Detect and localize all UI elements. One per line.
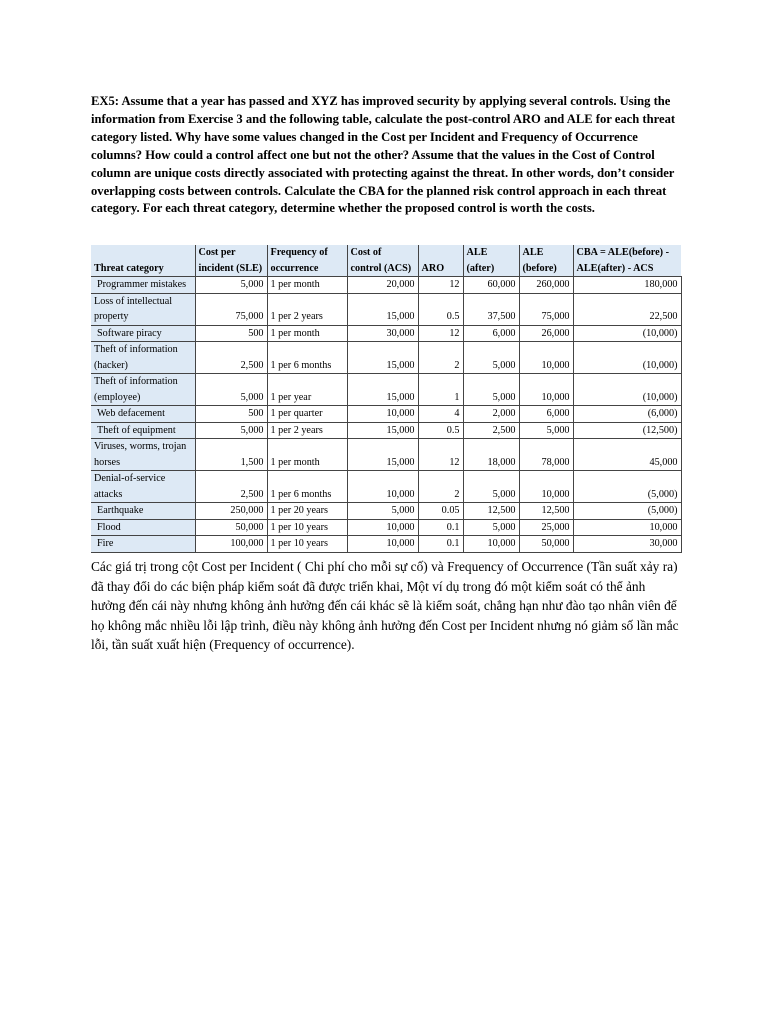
cell-threat-category: Earthquake [91,503,195,520]
cell-ale-before: 50,000 [519,536,573,553]
header-threat-category: Threat category [91,245,195,277]
cell-ale-before: 260,000 [519,277,573,294]
cell-aro: 12 [418,439,463,471]
table-row [91,471,681,503]
threat-table [91,245,682,553]
cell-acs: 15,000 [347,374,418,406]
cell-frequency: 1 per 10 years [267,536,347,553]
table-header [91,245,681,277]
cell-frequency: 1 per 20 years [267,503,347,520]
header-aro: ARO [418,245,463,277]
cell-cba: 22,500 [573,293,681,325]
cell-ale-before: 10,000 [519,471,573,503]
cell-threat-category: Theft of information (employee) [91,374,195,406]
cell-acs: 15,000 [347,342,418,374]
cell-threat-category: Programmer mistakes [91,277,195,294]
cell-sle: 100,000 [195,536,267,553]
cell-acs: 15,000 [347,422,418,439]
cell-aro: 0.5 [418,422,463,439]
table-body [91,277,681,553]
cell-ale-before: 25,000 [519,519,573,536]
cell-ale-after: 6,000 [463,325,519,342]
cell-ale-after: 5,000 [463,519,519,536]
cell-threat-category: Theft of equipment [91,422,195,439]
cell-sle: 5,000 [195,277,267,294]
cell-sle: 2,500 [195,471,267,503]
cell-cba: 45,000 [573,439,681,471]
cell-threat-category: Viruses, worms, trojan horses [91,439,195,471]
table-row [91,439,681,471]
answer-paragraph: Các giá trị trong cột Cost per Incident ( Chi phí cho mỗi sự cố) và Frequency of Occurrence (Tần suất xảy ra) đã thay đổi do các biện pháp kiểm soát đã được triển khai, Một ví dụ trong đó một kiểm soát có thể ảnh hưởng đến cái này nhưng không ảnh hưởng đến cái khác sẽ là kiểm soát, chẳng hạn như đào tạo nhân viên để họ không mắc nhiều lỗi lập trình, điều này không ảnh hưởng đến Cost per Incident nhưng nó giảm số lần mắc lỗi, tần suất xuất hiện (Frequency of occurrence). [91,559,679,652]
cell-aro: 1 [418,374,463,406]
exercise-prompt: EX5: Assume that a year has passed and XYZ has improved security by applying several controls. Using the information from Exercise 3 and the following table, calculate the post-control ARO and ALE for each threat category listed. Why have some values changed in the Cost per Incident and Frequency of Occurrence columns? How could a control affect one but not the other? Assume that the values in the Cost of Control column are unique costs directly associated with protecting against the threat. In other words, don’t consider overlapping costs between controls. Calculate the CBA for the planned risk control approach in each threat category. For each threat category, determine whether the proposed control is worth the costs. [91,94,676,216]
cell-sle: 5,000 [195,374,267,406]
cell-ale-after: 10,000 [463,536,519,553]
table-row [91,342,681,374]
cell-threat-category: Loss of intellectual property [91,293,195,325]
cell-ale-before: 75,000 [519,293,573,325]
threat-table-container [91,245,681,553]
cell-aro: 2 [418,471,463,503]
cell-threat-category: Flood [91,519,195,536]
cell-ale-before: 12,500 [519,503,573,520]
cell-ale-after: 37,500 [463,293,519,325]
header-cost-per-incident: Cost per incident (SLE) [195,245,267,277]
cell-frequency: 1 per 6 months [267,471,347,503]
cell-frequency: 1 per 10 years [267,519,347,536]
header-frequency: Frequency of occurrence [267,245,347,277]
table-row [91,374,681,406]
cell-aro: 0.1 [418,536,463,553]
table-row [91,293,681,325]
cell-acs: 10,000 [347,471,418,503]
header-cba: CBA = ALE(before) - ALE(after) - ACS [573,245,681,277]
cell-cba: 10,000 [573,519,681,536]
cell-cba: (5,000) [573,471,681,503]
cell-frequency: 1 per quarter [267,406,347,423]
cell-cba: (6,000) [573,406,681,423]
cell-frequency: 1 per month [267,277,347,294]
cell-acs: 10,000 [347,519,418,536]
cell-aro: 0.1 [418,519,463,536]
cell-cba: (10,000) [573,374,681,406]
cell-frequency: 1 per month [267,439,347,471]
cell-sle: 250,000 [195,503,267,520]
cell-ale-after: 5,000 [463,342,519,374]
cell-threat-category: Denial-of-service attacks [91,471,195,503]
cell-ale-after: 5,000 [463,374,519,406]
cell-frequency: 1 per 6 months [267,342,347,374]
cell-ale-after: 12,500 [463,503,519,520]
cell-ale-before: 26,000 [519,325,573,342]
cell-sle: 50,000 [195,519,267,536]
table-row [91,422,681,439]
cell-ale-after: 5,000 [463,471,519,503]
table-row [91,406,681,423]
cell-cba: (10,000) [573,342,681,374]
cell-ale-before: 5,000 [519,422,573,439]
cell-ale-before: 6,000 [519,406,573,423]
cell-acs: 30,000 [347,325,418,342]
cell-threat-category: Fire [91,536,195,553]
cell-cba: 30,000 [573,536,681,553]
table-row [91,503,681,520]
table-row [91,536,681,553]
cell-aro: 12 [418,325,463,342]
header-ale-before: ALE (before) [519,245,573,277]
cell-ale-before: 10,000 [519,342,573,374]
cell-frequency: 1 per year [267,374,347,406]
cell-ale-after: 2,000 [463,406,519,423]
cell-aro: 0.05 [418,503,463,520]
cell-acs: 10,000 [347,536,418,553]
cell-cba: (5,000) [573,503,681,520]
cell-acs: 15,000 [347,439,418,471]
cell-cba: (10,000) [573,325,681,342]
header-row [91,245,681,277]
cell-ale-after: 2,500 [463,422,519,439]
table-row [91,325,681,342]
cell-aro: 4 [418,406,463,423]
cell-frequency: 1 per 2 years [267,293,347,325]
header-ale-after: ALE (after) [463,245,519,277]
cell-ale-before: 78,000 [519,439,573,471]
cell-sle: 75,000 [195,293,267,325]
cell-aro: 12 [418,277,463,294]
cell-sle: 500 [195,406,267,423]
cell-acs: 20,000 [347,277,418,294]
cell-ale-before: 10,000 [519,374,573,406]
cell-ale-after: 18,000 [463,439,519,471]
cell-acs: 15,000 [347,293,418,325]
cell-aro: 2 [418,342,463,374]
cell-sle: 1,500 [195,439,267,471]
header-cost-of-control: Cost of control (ACS) [347,245,418,277]
cell-sle: 500 [195,325,267,342]
cell-ale-after: 60,000 [463,277,519,294]
cell-threat-category: Web defacement [91,406,195,423]
cell-threat-category: Software piracy [91,325,195,342]
cell-acs: 5,000 [347,503,418,520]
cell-cba: (12,500) [573,422,681,439]
cell-aro: 0.5 [418,293,463,325]
table-row [91,277,681,294]
cell-frequency: 1 per 2 years [267,422,347,439]
cell-frequency: 1 per month [267,325,347,342]
cell-cba: 180,000 [573,277,681,294]
cell-sle: 5,000 [195,422,267,439]
cell-threat-category: Theft of information (hacker) [91,342,195,374]
cell-acs: 10,000 [347,406,418,423]
table-row [91,519,681,536]
cell-sle: 2,500 [195,342,267,374]
